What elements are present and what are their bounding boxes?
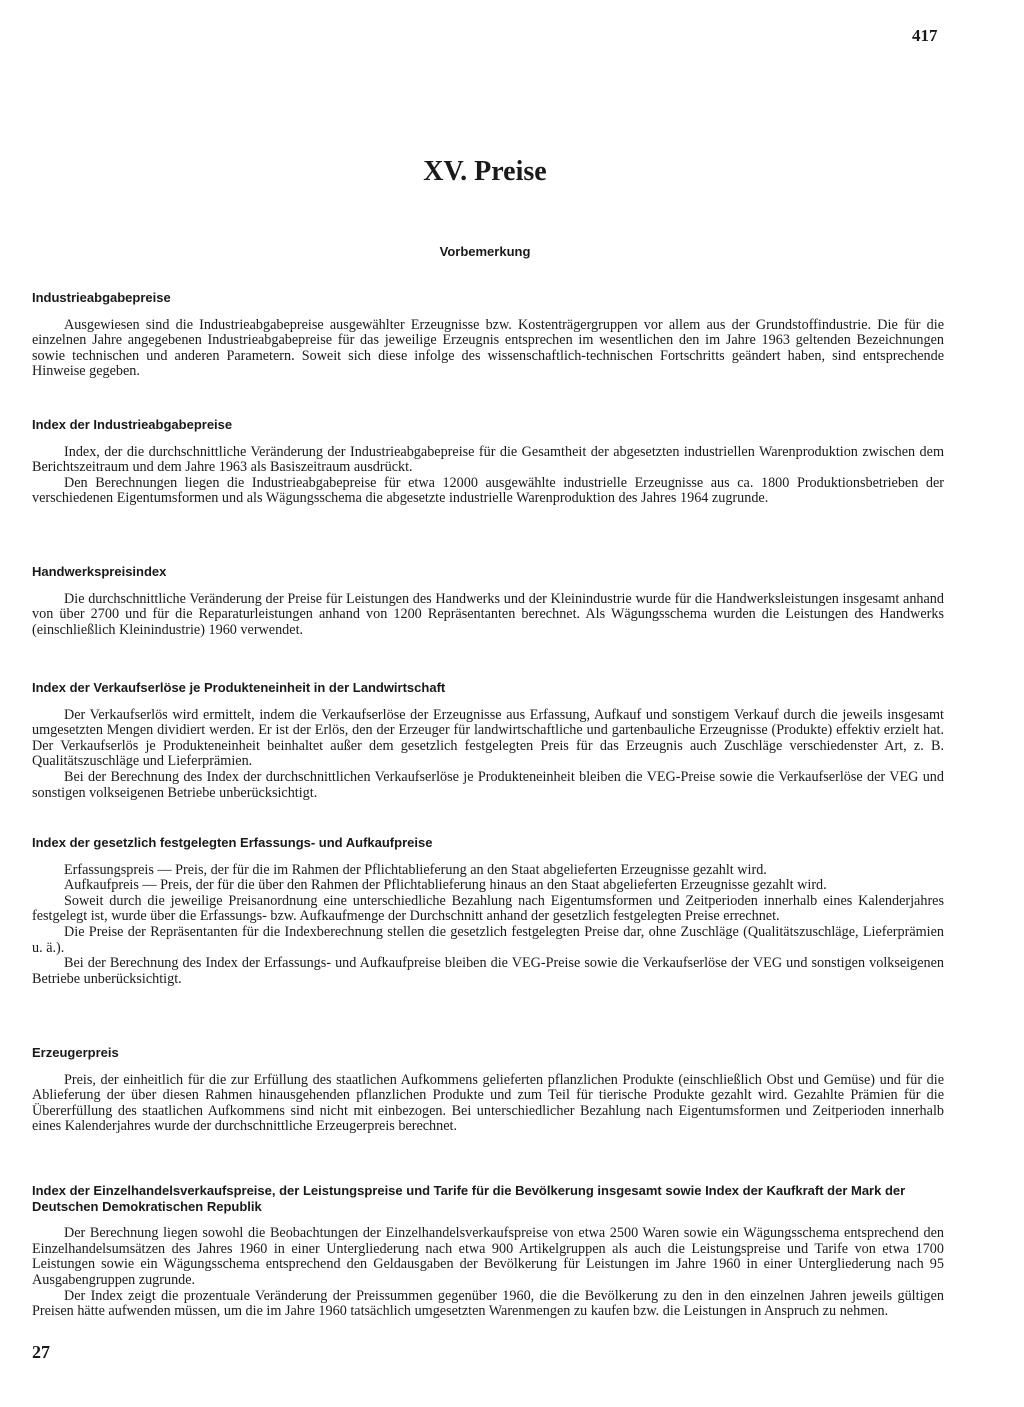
section-handwerkspreisindex — [32, 564, 944, 638]
paragraph: Aufkaufpreis — Preis, der für die über den Rahmen der Pflichtablieferung hinaus an den Staat abgelieferten Erzeugnisse gezahlt wird. — [64, 877, 827, 894]
paragraph: Erfassungspreis — Preis, der für die im Rahmen der Pflichtablieferung an den Staat abgelieferten Erzeugnisse gezahlt wird. — [64, 861, 767, 878]
paragraph: Den Berechnungen liegen die Industrieabgabepreise für etwa 12000 ausgewählte industrielle Erzeugnisse aus ca. 1800 Produktionsbetrieben der verschiedenen Eigentumsformen und als Wägungsschema die abgesetzte industrielle Warenproduktion des Jahres 1964 zugrunde. — [32, 474, 944, 507]
paragraph: Ausgewiesen sind die Industrieabgabepreise ausgewählter Erzeugnisse bzw. Kostenträgergruppen vor allem aus der Grundstoffindustrie. Die für die einzelnen Jahre angegebenen Industrieabgabepreise für das jeweilige Erzeugnis entsprechen im wesentlichen den im Jahre 1963 geltenden Bezeichnungen sowie technischen und anderen Parametern. Soweit sich diese infolge des wissenschaftlich-technischen Fortschritts geändert haben, sind entsprechende Hinweise gegeben. — [32, 316, 944, 380]
section-heading: Erzeugerpreis — [32, 1045, 119, 1060]
section-heading: Index der gesetzlich festgelegten Erfassungs- und Aufkaufpreise — [32, 835, 433, 850]
section-heading: Index der Einzelhandelsverkaufspreise, der Leistungspreise und Tarife für die Bevölkerung insgesamt sowie Index der Kaufkraft der Mark der Deutschen Demokratischen Republik — [32, 1183, 906, 1214]
paragraph: Bei der Berechnung des Index der durchschnittlichen Verkaufserlöse je Produkteneinheit bleiben die VEG-Preise sowie die Verkaufserlöse der VEG und sonstigen volkseigenen Betriebe unberücksichtigt. — [32, 768, 944, 801]
section-erfassungs-aufkaufpreise — [32, 835, 944, 987]
paragraph: Der Verkaufserlös wird ermittelt, indem die Verkaufserlöse der Erzeugnisse aus Erfassung, Aufkauf und sonstigem Verkauf durch die jeweils insgesamt umgesetzten Mengen dividiert werden. Er ist der Erlös, den der Erzeuger für landwirtschaftliche und gartenbauliche Erzeugnisse (Produkte) effektiv erzielt hat. Der Verkaufserlös je Produkteneinheit beinhaltet außer dem gesetzlich festgelegten Preis für das Erzeugnis auch Zuschläge verschiedenster Art, z. B. Qualitätszuschläge und Lieferprämien. — [32, 706, 944, 770]
paragraph: Bei der Berechnung des Index der Erfassungs- und Aufkaufpreise bleiben die VEG-Preise sowie die Verkaufserlöse der VEG und sonstigen volkseigenen Betriebe unberücksichtigt. — [32, 955, 944, 987]
section-index-industrieabgabepreise — [32, 417, 944, 507]
paragraph: Preis, der einheitlich für die zur Erfüllung des staatlichen Aufkommens gelieferten pflanzlichen Produkte (einschließlich Obst und Gemüse) und für die Ablieferung der über diesen Rahmen hinausgehenden pflanzlichen Produkte und zum Teil für tierische Produkte gezahlt wird. Gezahlte Prämien für die Übererfüllung des staatlichen Aufkommens sind nicht mit einbezogen. Bei unterschiedlicher Bezahlung nach Eigentumsformen und Zeitperioden innerhalb eines Kalenderjahres wurde der durchschnittliche Erzeugerpreis berechnet. — [32, 1071, 944, 1135]
paragraph: Soweit durch die jeweilige Preisanordnung eine unterschiedliche Bezahlung nach Eigentumsformen und Zeitperioden innerhalb eines Kalenderjahres festgelegt ist, wurde über die Erfassungs- bzw. Aufkaufmenge der Durchschnitt anhand der gesetzlich festgelegten Preise errechnet. — [32, 892, 944, 925]
footer-signature-number: 27 — [32, 1342, 50, 1362]
section-industrieabgabepreise — [32, 290, 944, 380]
section-heading: Index der Verkaufserlöse je Produkteneinheit in der Landwirtschaft — [32, 680, 446, 695]
paragraph: Der Berechnung liegen sowohl die Beobachtungen der Einzelhandelsverkaufspreise von etwa 2500 Waren sowie ein Wägungsschema entsprechend den Einzelhandelsumsätzen des Jahres 1960 in einer Untergliederung nach etwa 900 Artikelgruppen als auch die Leistungspreise und Tarife von etwa 1700 Leistungen sowie ein Wägungsschema entsprechend den Geldausgaben der Bevölkerung für Leistungen im Jahre 1960 in einer Untergliederung nach 95 Ausgabengruppen zugrunde. — [32, 1225, 944, 1288]
paragraph: Die Preise der Repräsentanten für die Indexberechnung stellen die gesetzlich festgelegten Preise dar, ohne Zuschläge (Qualitätszuschläge, Lieferprämien u. ä.). — [32, 923, 944, 956]
section-heading: Industrieabgabepreise — [32, 290, 171, 305]
section-einzelhandelsverkaufspreise — [32, 1183, 944, 1320]
section-verkaufserloese — [32, 680, 944, 801]
paragraph: Der Index zeigt die prozentuale Veränderung der Preissummen gegenüber 1960, die die Bevölkerung zu den in den einzelnen Jahren jeweils gültigen Preisen hätte aufwenden müssen, um die im Jahre 1960 tatsächlich umgesetzten Warenmengen zu kaufen bzw. die Leistungen in Anspruch zu nehmen. — [32, 1287, 944, 1320]
page-number: 417 — [912, 26, 938, 45]
section-heading: Index der Industrieabgabepreise — [32, 417, 233, 432]
preface-heading: Vorbemerkung — [439, 244, 531, 259]
paragraph: Index, der die durchschnittliche Veränderung der Industrieabgabepreise für die Gesamtheit der abgesetzten industriellen Warenproduktion zwischen dem Berichtszeitraum und dem Jahre 1963 als Basiszeitraum ausdrückt. — [32, 443, 944, 476]
section-erzeugerpreis — [32, 1045, 944, 1135]
chapter-title: XV. Preise — [423, 156, 547, 187]
paragraph: Die durchschnittliche Veränderung der Preise für Leistungen des Handwerks und der Kleinindustrie wurde für die Handwerksleistungen insgesamt anhand von über 2700 und für die Reparaturleistungen anhand von 1200 Repräsentanten berechnet. Als Wägungsschema wurden die Leistungen des Handwerks (einschließlich Kleinindustrie) 1960 verwendet. — [32, 590, 944, 638]
section-heading: Handwerkspreisindex — [32, 564, 167, 579]
